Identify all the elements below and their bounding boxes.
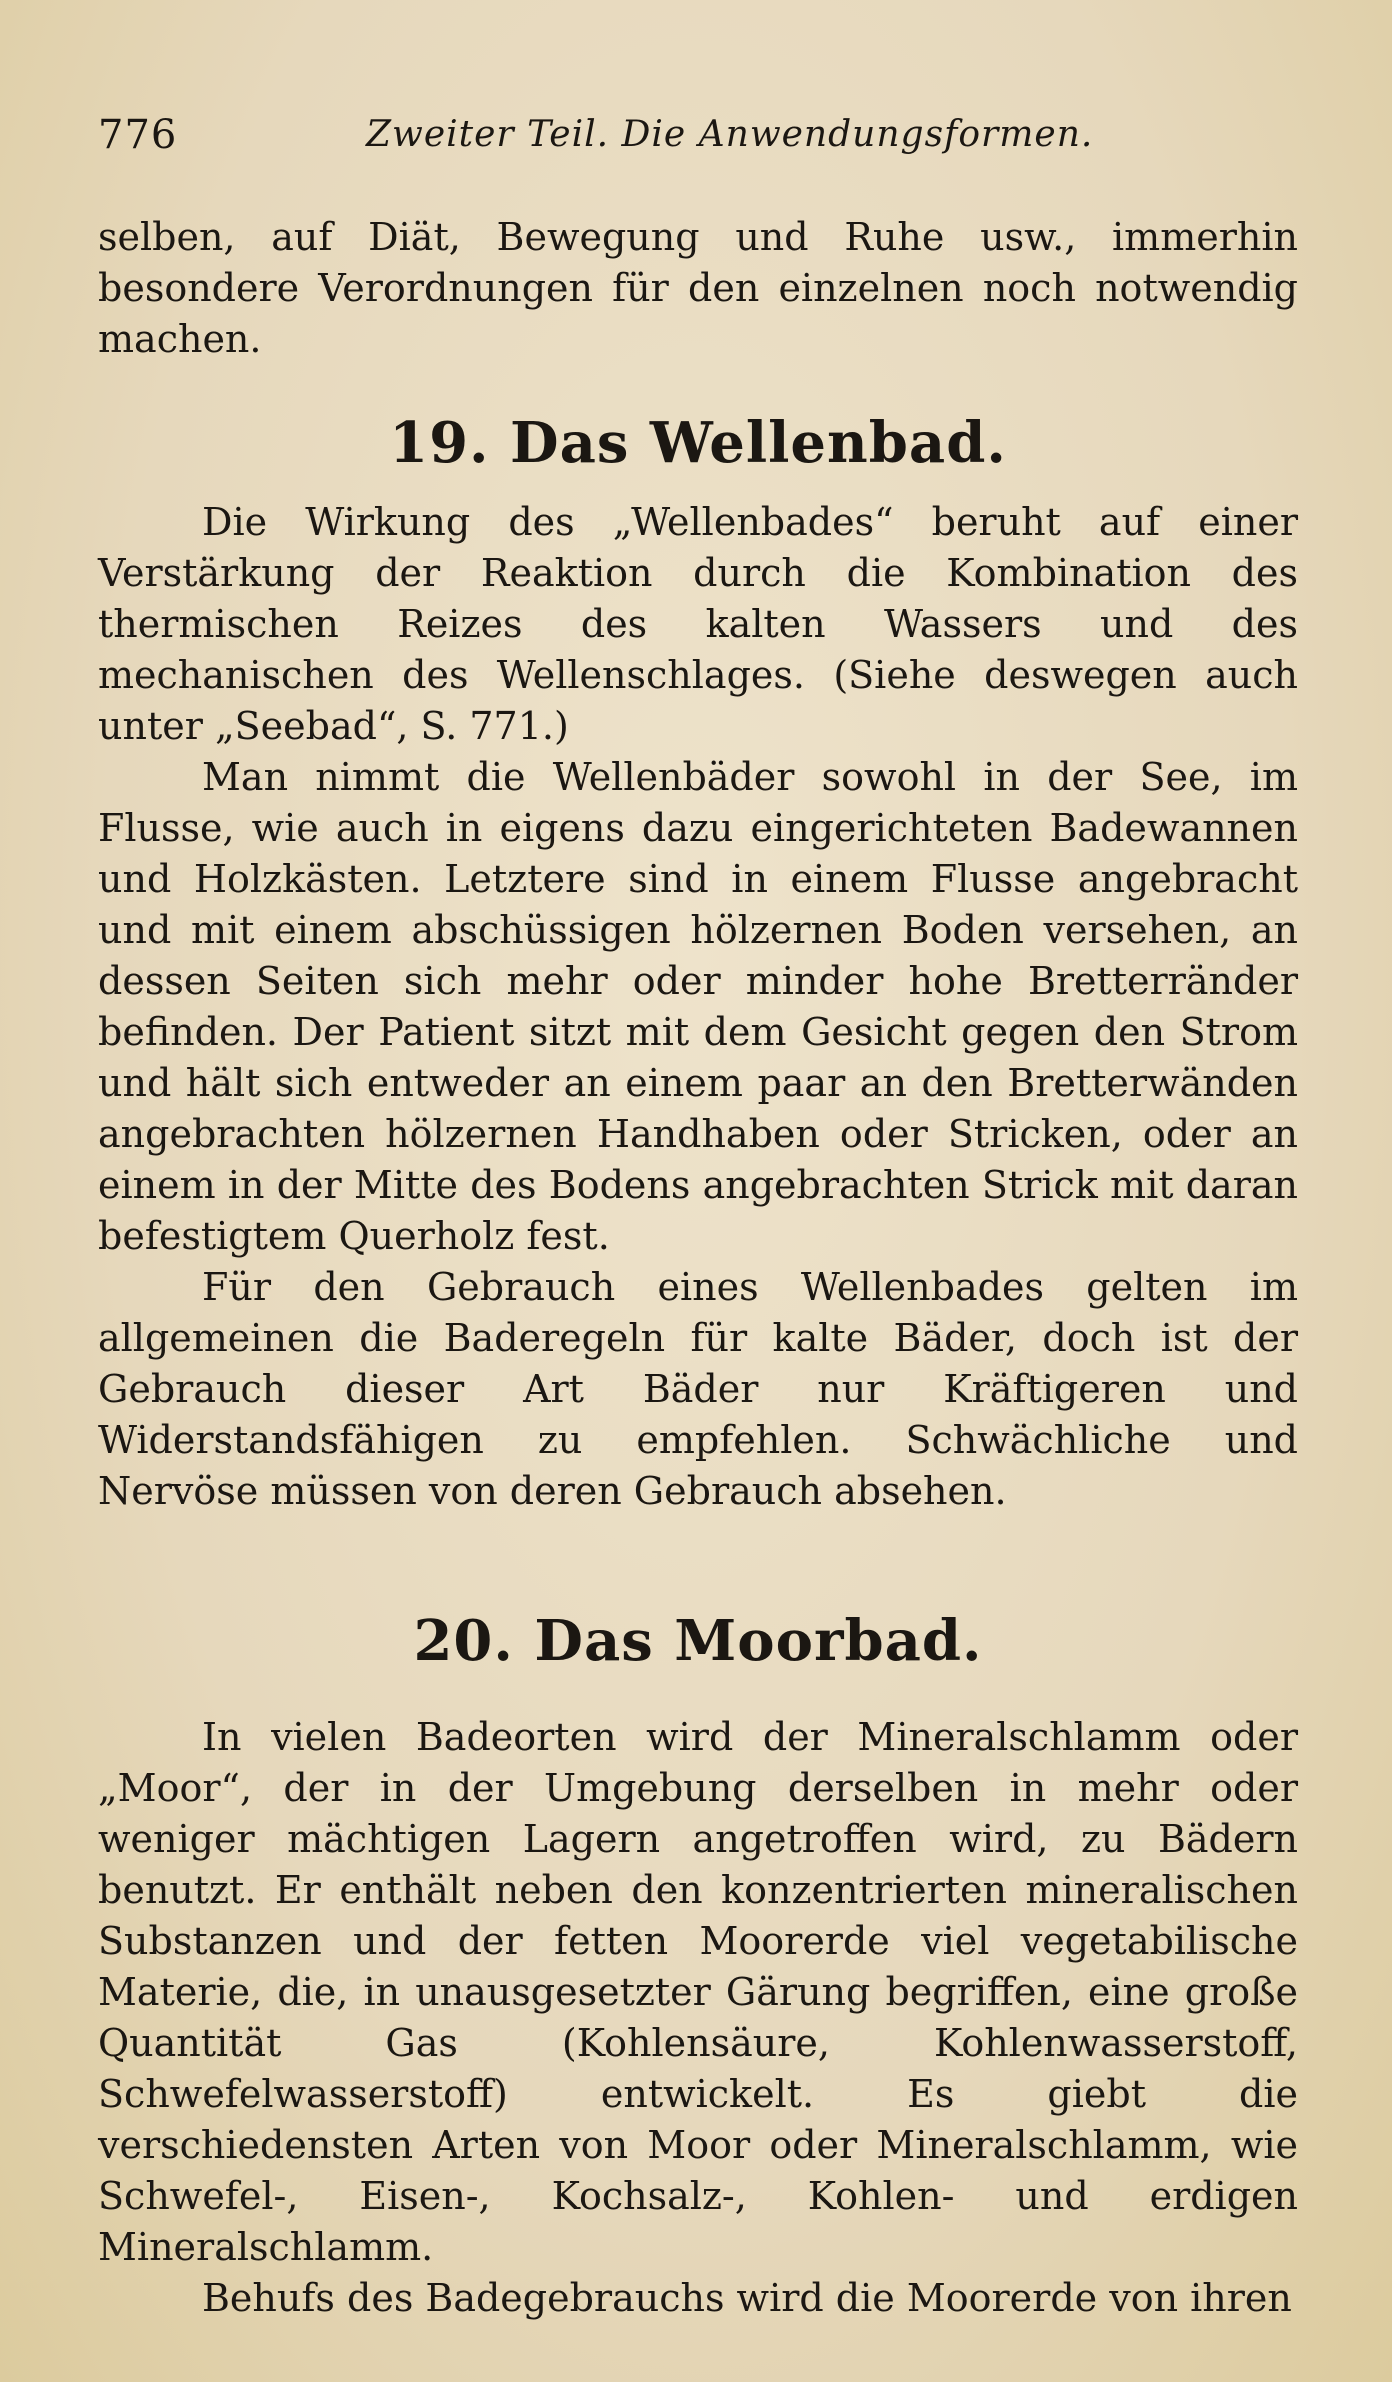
section-body-moorbad	[98, 1712, 1298, 2324]
running-head	[98, 112, 1298, 172]
paragraph: Die Wirkung des „Wellenbades“ beruht auf einer Verstärkung der Reaktion durch die Kombination des thermischen Reizes des kalten Wassers und des mechanischen des Wellenschlages. (Siehe deswegen auch unter „Seebad“, S. 771.)	[98, 500, 1298, 748]
page-number: 776	[98, 112, 178, 158]
section-heading-wellenbad: 19. Das Wellenbad.	[389, 410, 1007, 476]
intro-paragraph: selben, auf Diät, Bewegung und Ruhe usw., immerhin besondere Verordnungen für den einzelnen noch notwendig machen.	[98, 215, 1298, 361]
paragraph: In vielen Badeorten wird der Mineralschlamm oder „Moor“, der in der Umgebung derselben in mehr oder weniger mächtigen Lagern angetroffen wird, zu Bädern benutzt. Er enthält neben den konzentrierten mineralischen Substanzen und der fetten Moorerde viel vegetabilische Materie, die, in unausgesetzter Gärung begriffen, eine große Quantität Gas (Kohlensäure, Kohlenwasserstoff, Schwefelwasserstoff) entwickelt. Es giebt die verschiedensten Arten von Moor oder Mineralschlamm, wie Schwefel-, Eisen-, Kochsalz-, Kohlen- und erdigen Mineralschlamm.	[98, 1715, 1298, 2269]
paragraph: Behufs des Badegebrauchs wird die Moorerde von ihren	[202, 2276, 1292, 2320]
section-body-wellenbad	[98, 497, 1298, 1517]
paragraph: Man nimmt die Wellenbäder sowohl in der See, im Flusse, wie auch in eigens dazu eingerichteten Badewannen und Holzkästen. Letztere sind in einem Flusse angebracht und mit einem abschüssigen hölzernen Boden versehen, an dessen Seiten sich mehr oder minder hohe Bretterränder befinden. Der Patient sitzt mit dem Gesicht gegen den Strom und hält sich entweder an einem paar an den Bretterwänden angebrachten hölzernen Handhaben oder Stricken, oder an einem in der Mitte des Bodens angebrachten Strick mit daran befestigtem Querholz fest.	[98, 755, 1298, 1258]
intro-text	[98, 212, 1298, 365]
paragraph: Für den Gebrauch eines Wellenbades gelten im allgemeinen die Baderegeln für kalte Bäder, doch ist der Gebrauch dieser Art Bäder nur Kräftigeren und Widerstandsfähigen zu empfehlen. Schwächliche und Nervöse müssen von deren Gebrauch absehen.	[98, 1265, 1298, 1513]
section-heading-moorbad: 20. Das Moorbad.	[413, 1608, 983, 1674]
running-title: Zweiter Teil. Die Anwendungsformen.	[366, 114, 1094, 155]
